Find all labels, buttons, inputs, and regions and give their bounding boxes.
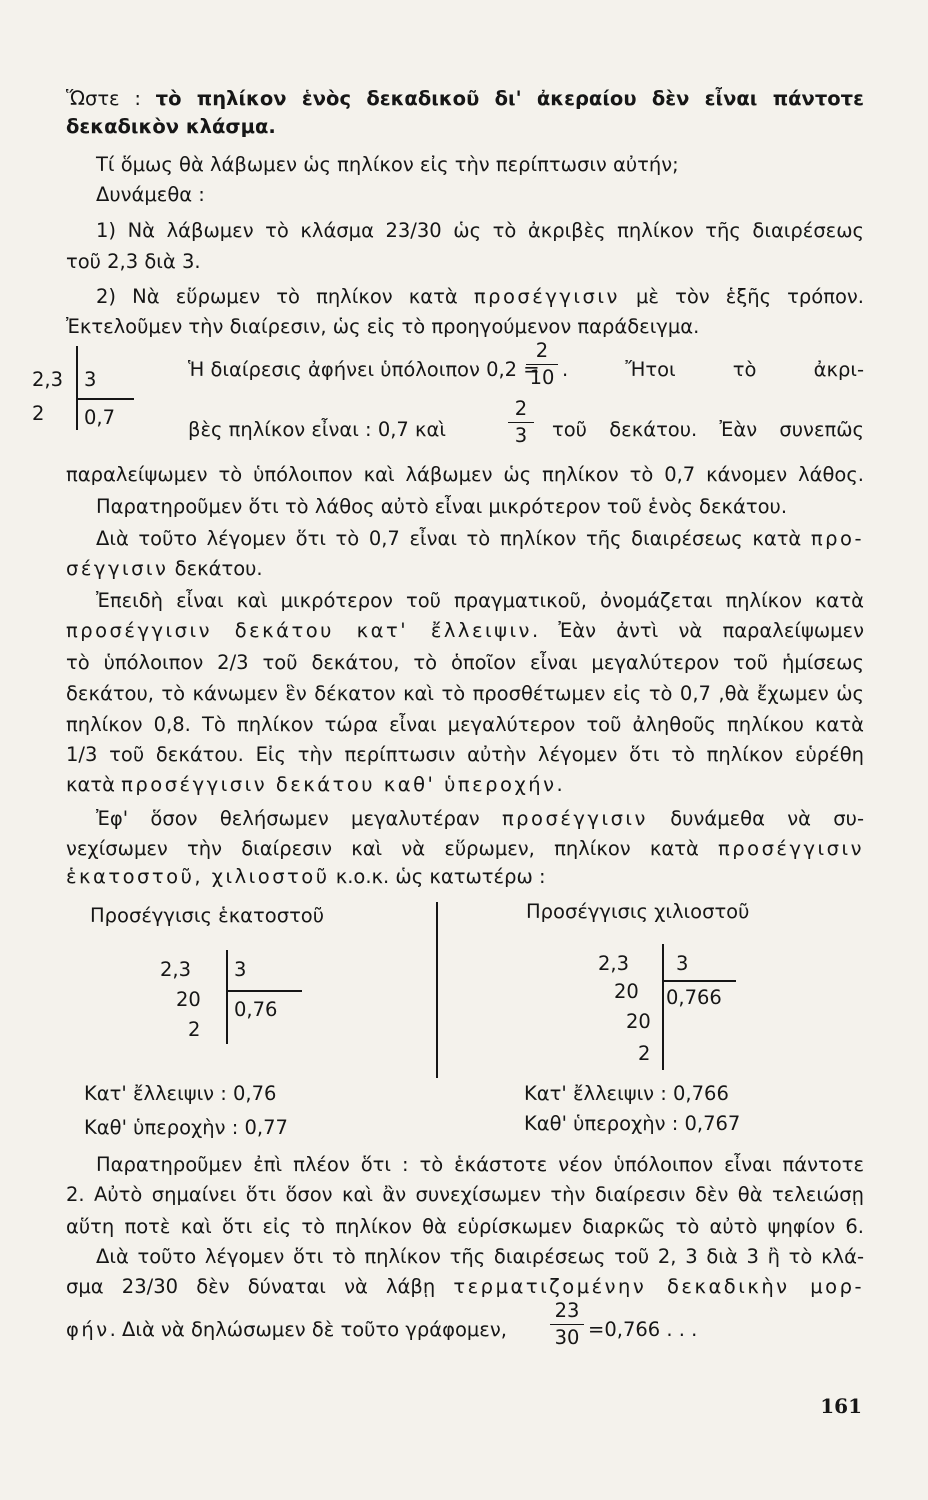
text-line bbox=[66, 556, 864, 582]
spaced-term: φήν bbox=[66, 1318, 110, 1341]
text-line: δεκαδικὸν κλάσμα. bbox=[66, 115, 276, 138]
thousandths-excess: Καθ' ὑπεροχὴν : 0,767 bbox=[524, 1112, 741, 1135]
spaced-term: προσέγγισιν bbox=[501, 807, 648, 830]
division-bar bbox=[662, 980, 736, 982]
text-segment: . Ἤτοι τὸ ἀκρι- bbox=[562, 358, 864, 381]
spaced-term: προσέγγισιν δεκάτου κατ' ἔλλειψιν bbox=[66, 619, 532, 642]
denominator: 30 bbox=[554, 1326, 580, 1349]
thousandths-dividend: 2,3 bbox=[598, 952, 630, 975]
fraction-two-thirds bbox=[508, 398, 534, 447]
fraction-bar bbox=[508, 422, 534, 423]
text-segment: Ἡ διαίρεσις ἀφήνει ὑπόλοιπον 0,2 = bbox=[188, 358, 540, 381]
text-segment: κ.ο.κ. ὡς κατωτέρω : bbox=[329, 865, 546, 888]
text-segment: τοῦ δεκάτου. Ἐὰν συνεπῶς bbox=[552, 418, 864, 441]
spaced-term: τερματιζομένην δεκαδικὴν μορ- bbox=[453, 1275, 865, 1298]
thousandths-divisor: 3 bbox=[676, 952, 689, 975]
fraction-23-30 bbox=[550, 1300, 584, 1349]
thousandths-deficit: Κατ' ἔλλειψιν : 0,766 bbox=[524, 1082, 729, 1105]
text-segment: Ἐφ' ὅσον θελήσωμεν μεγαλυτέραν bbox=[96, 807, 502, 830]
text-segment: βὲς πηλίκον εἶναι : 0,7 καὶ bbox=[188, 418, 446, 441]
text-line: Διὰ τοῦτο λέγομεν ὅτι τὸ πηλίκον τῆς διαιρέσεως τοῦ 2, 3 διὰ 3 ἢ τὸ κλά- bbox=[96, 1245, 864, 1268]
text-segment: νεχίσωμεν τὴν διαίρεσιν καὶ νὰ εὕρωμεν, πηλίκον κατὰ bbox=[66, 837, 719, 860]
text-segment: Ὥστε : bbox=[66, 87, 156, 110]
division-bar bbox=[662, 944, 664, 1070]
text-line: παραλείψωμεν τὸ ὑπόλοιπον καὶ λάβωμεν ὡς πηλίκον τὸ 0,7 κάνομεν λάθος. bbox=[66, 463, 864, 486]
text-line: Παρατηροῦμεν ἐπὶ πλέον ὅτι : τὸ ἑκάστοτε νέον ὑπόλοιπον εἶναι πάντοτε bbox=[96, 1153, 864, 1176]
text-line: δεκάτου, τὸ κάνωμεν ἓν δέκατον καὶ τὸ προσθέτωμεν εἰς τὸ 0,7 ,θὰ ἔχωμεν ὡς bbox=[66, 682, 864, 705]
text-line bbox=[66, 618, 864, 644]
text-line bbox=[66, 836, 864, 862]
text-line: Τί ὅμως θὰ λάβωμεν ὡς πηλίκον εἰς τὴν περίπτωσιν αὐτήν; bbox=[96, 153, 679, 176]
text-line bbox=[96, 284, 864, 310]
text-line: τὸ ὑπόλοιπον 2/3 τοῦ δεκάτου, τὸ ὁποῖον εἶναι μεγαλύτερον τοῦ ἡμίσεως bbox=[66, 651, 864, 674]
text-segment: κατὰ bbox=[66, 773, 122, 796]
division-bar bbox=[226, 990, 302, 992]
thousandths-quotient: 0,766 bbox=[666, 986, 722, 1009]
text-line: 1) Νὰ λάβωμεν τὸ κλάσμα 23/30 ὡς τὸ ἀκριβὲς πηλίκον τῆς διαιρέσεως bbox=[96, 219, 864, 242]
hundredths-divisor: 3 bbox=[234, 958, 247, 981]
text-line: πηλίκον 0,8. Τὸ πηλίκον τώρα εἶναι μεγαλύτερον τοῦ ἀληθοῦς πηλίκου κατὰ bbox=[66, 713, 864, 736]
text-line bbox=[66, 864, 864, 890]
text-segment: δυνάμεθα νὰ συ- bbox=[647, 807, 864, 830]
div1-remainder: 2 bbox=[32, 402, 45, 425]
spaced-term: σέγγισιν bbox=[66, 557, 169, 580]
spaced-term: προ- bbox=[810, 527, 864, 550]
text-line bbox=[96, 526, 864, 552]
thousandths-remainder: 2 bbox=[638, 1042, 651, 1065]
text-segment: δεκάτου. bbox=[168, 557, 263, 580]
hundredths-step: 20 bbox=[176, 988, 201, 1011]
division-bar bbox=[76, 346, 78, 430]
text-segment: . Ἐὰν ἀντὶ νὰ παραλείψωμεν bbox=[531, 619, 864, 642]
spaced-term: ἑκατοστοῦ, χιλιοστοῦ bbox=[66, 865, 330, 888]
hundredths-remainder: 2 bbox=[188, 1018, 201, 1041]
div1-dividend: 2,3 bbox=[32, 368, 64, 391]
division-bar bbox=[76, 398, 134, 400]
bold-statement: τὸ πηλίκον ἑνὸς δεκαδικοῦ δι' ἀκεραίου δὲν εἶναι πάντοτε bbox=[155, 87, 864, 110]
text-segment bbox=[66, 1318, 507, 1342]
hundredths-excess: Καθ' ὑπεροχὴν : 0,77 bbox=[84, 1116, 288, 1139]
text-segment: 2) Νὰ εὕρωμεν τὸ πηλίκον κατὰ bbox=[96, 285, 474, 308]
hundredths-dividend: 2,3 bbox=[160, 958, 192, 981]
div1-divisor: 3 bbox=[84, 368, 97, 391]
thousandths-step: 20 bbox=[626, 1010, 651, 1033]
page-number: 161 bbox=[820, 1394, 862, 1418]
column-divider bbox=[436, 902, 438, 1078]
numerator: 2 bbox=[535, 339, 549, 362]
text-line bbox=[66, 772, 864, 798]
text-segment: =0,766 . . . bbox=[588, 1318, 698, 1341]
text-line: Ἐπειδὴ εἶναι καὶ μικρότερον τοῦ πραγματικοῦ, ὀνομάζεται πηλίκον κατὰ bbox=[96, 589, 864, 612]
spaced-term: προσέγγισιν bbox=[718, 837, 864, 860]
text-line: Παρατηροῦμεν ὅτι τὸ λάθος αὐτὸ εἶναι μικρότερον τοῦ ἑνὸς δεκάτου. bbox=[96, 495, 788, 518]
text-line bbox=[96, 806, 864, 832]
spaced-term: προσέγγισιν bbox=[473, 285, 620, 308]
div1-quotient: 0,7 bbox=[84, 406, 116, 429]
division-bar bbox=[226, 950, 228, 1044]
text-line: 2. Αὐτὸ σημαίνει ὅτι ὅσον καὶ ἂν συνεχίσωμεν τὴν διαίρεσιν δὲν θὰ τελειώσῃ bbox=[66, 1183, 864, 1206]
text-line bbox=[66, 86, 864, 112]
hundredths-deficit: Κατ' ἔλλειψιν : 0,76 bbox=[84, 1082, 277, 1105]
text-line: Δυνάμεθα : bbox=[96, 183, 205, 206]
text-segment: σμα 23/30 δὲν δύναται νὰ λάβῃ bbox=[66, 1275, 454, 1298]
text-line: Ἐκτελοῦμεν τὴν διαίρεσιν, ὡς εἰς τὸ προηγούμενον παράδειγμα. bbox=[66, 315, 700, 338]
hundredths-title: Προσέγγισις ἑκατοστοῦ bbox=[90, 904, 325, 927]
text-segment: μὲ τὸν ἑξῆς τρόπον. bbox=[619, 285, 864, 308]
text-line bbox=[66, 1274, 864, 1300]
text-line: αὕτη ποτὲ καὶ ὅτι εἰς τὸ πηλίκον θὰ εὑρίσκωμεν διαρκῶς τὸ αὐτὸ ψηφίον 6. bbox=[66, 1215, 864, 1238]
text-segment: . Διὰ νὰ δηλώσωμεν δὲ τοῦτο γράφομεν, bbox=[109, 1318, 507, 1341]
fraction-two-tenths bbox=[526, 340, 558, 389]
numerator: 23 bbox=[554, 1299, 580, 1322]
text-line: τοῦ 2,3 διὰ 3. bbox=[66, 250, 201, 273]
text-segment: Διὰ τοῦτο λέγομεν ὅτι τὸ 0,7 εἶναι τὸ πηλίκον τῆς διαιρέσεως κατὰ bbox=[96, 527, 811, 550]
fraction-bar bbox=[526, 364, 558, 365]
fraction-bar bbox=[550, 1324, 584, 1325]
thousandths-title: Προσέγγισις χιλιοστοῦ bbox=[526, 900, 750, 923]
text-segment: . bbox=[556, 773, 563, 796]
spaced-term: προσέγγισιν δεκάτου καθ' ὑπεροχήν bbox=[121, 773, 557, 796]
denominator: 10 bbox=[529, 366, 555, 389]
denominator: 3 bbox=[514, 424, 528, 447]
numerator: 2 bbox=[514, 397, 528, 420]
thousandths-step: 20 bbox=[614, 980, 639, 1003]
hundredths-quotient: 0,76 bbox=[234, 998, 278, 1021]
text-line: 1/3 τοῦ δεκάτου. Εἰς τὴν περίπτωσιν αὐτὴν λέγομεν ὅτι τὸ πηλίκον εὑρέθη bbox=[66, 743, 864, 766]
